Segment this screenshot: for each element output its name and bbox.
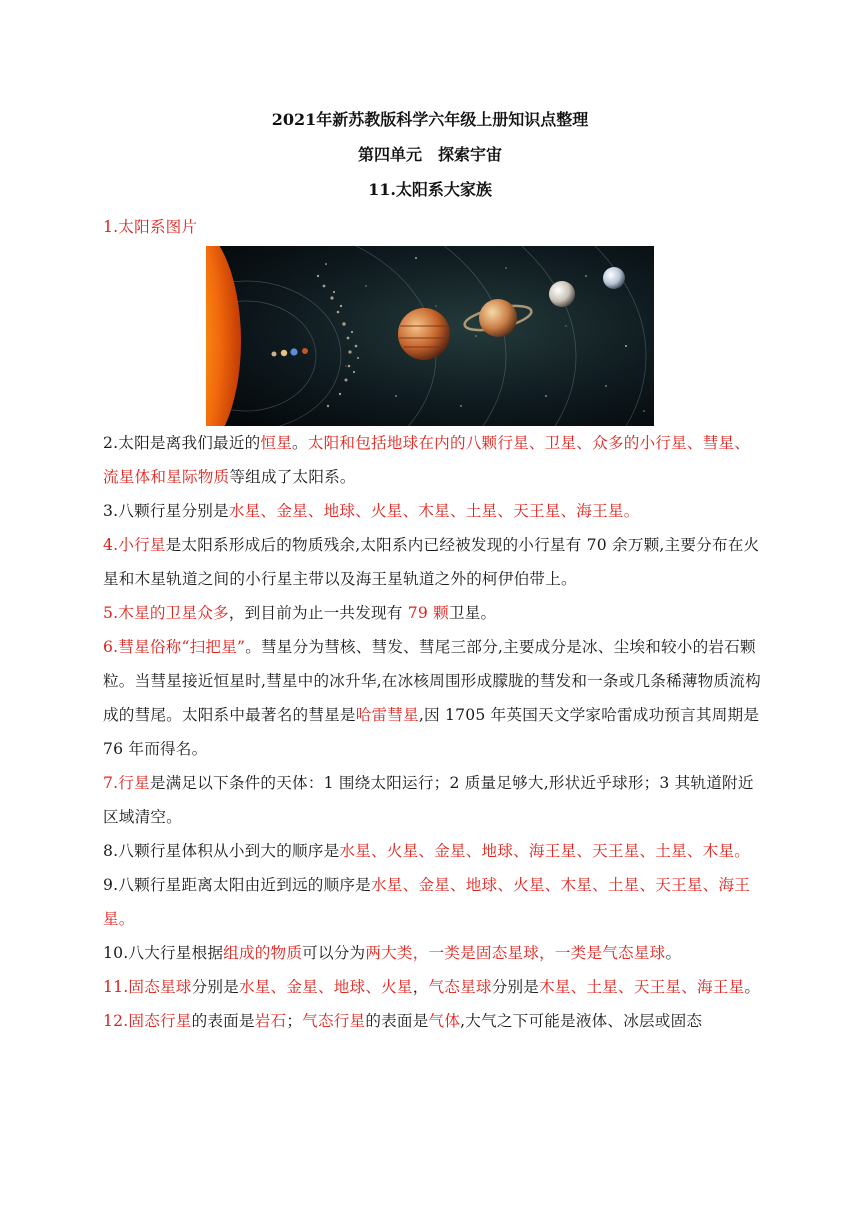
body-text: 的表面是 <box>191 1012 255 1030</box>
body-text: 是太阳系形成后的物质残余,太阳系内已经被发现的小行星有 70 余万颗,主要分布在火星和木星轨道之间的小行星主带以及海王星轨道之外的柯伊伯带上。 <box>103 536 760 588</box>
highlighted-text: 气体 <box>428 1012 461 1030</box>
body-text: 。 <box>744 978 761 996</box>
body-text: 9.八颗行星距离太阳由近到远的顺序是 <box>103 876 371 894</box>
highlighted-text: 两大类，一类是固态星球，一类是气态星球 <box>365 944 666 962</box>
highlighted-text: 4.小行星 <box>103 536 166 554</box>
point-12 <box>103 1004 763 1038</box>
solar-system-image <box>206 246 654 426</box>
body-text: 。 <box>292 434 308 452</box>
body-text: 2.太阳是离我们最近的 <box>103 434 261 452</box>
body-text: ,因 1705 年英国天文学家哈雷成功预言其周期是 76 年而得名。 <box>103 706 760 758</box>
highlighted-text: 气态行星 <box>302 1012 366 1030</box>
body-text: 10.八大行星根据 <box>103 944 224 962</box>
highlighted-text: 恒星 <box>260 434 293 452</box>
point-1 <box>103 210 763 244</box>
highlighted-text: 79 颗 <box>407 604 449 622</box>
highlighted-text: 11.固态星球 <box>103 978 192 996</box>
point-10 <box>103 936 763 970</box>
body-text: 是满足以下条件的天体：1 围绕太阳运行；2 质量足够大,形状近乎球形；3 其轨道附近区域清空。 <box>103 774 754 826</box>
point-7 <box>103 766 763 834</box>
point-3 <box>103 494 763 528</box>
highlighted-text: 水星、金星、地球、火星 <box>238 978 413 996</box>
body-text: 。 <box>665 944 682 962</box>
body-text: 。彗星分为彗核、彗发、彗尾三部分,主要成分是冰、尘埃和较小的岩石颗粒。当彗星接近恒星时,彗星中的冰升华,在冰核周围形成朦胧的彗发和一条或几条稀薄物质流构成的彗尾。太阳系中最著名的彗星是 <box>103 638 761 724</box>
highlighted-text: 气态星球 <box>428 978 492 996</box>
body-text: ，到目前为止一共发现有 <box>228 604 408 622</box>
body-text: 卫星。 <box>448 604 497 622</box>
highlighted-text: 组成的物质 <box>223 944 303 962</box>
body-text: 分别是 <box>491 978 540 996</box>
highlighted-text: 5.木星的卫星众多 <box>103 604 229 622</box>
highlighted-text: 水星、金星、地球、火星、木星、土星、天王星、海王星。 <box>228 502 640 520</box>
highlighted-text: 1.太阳系图片 <box>103 218 198 236</box>
point-9 <box>103 868 763 936</box>
body-text: ,大气之下可能是液体、冰层或固态 <box>460 1012 703 1030</box>
highlighted-text: 12.固态行星 <box>103 1012 192 1030</box>
body-text: 的表面是 <box>365 1012 429 1030</box>
body-text: 3.八颗行星分别是 <box>103 502 229 520</box>
knowledge-points <box>103 210 763 1038</box>
highlighted-text: 太阳和包括地球在内的八颗行星、卫星、众多的小行星、彗星、流星体和星际物质 <box>103 434 751 486</box>
body-text: 分别是 <box>191 978 239 996</box>
body-text: 8.八颗行星体积从小到大的顺序是 <box>103 842 340 860</box>
unit-heading: 第四单元 探索宇宙 <box>357 145 502 164</box>
body-text: 可以分为 <box>302 944 366 962</box>
body-text: ； <box>286 1012 303 1030</box>
point-11 <box>103 970 763 1004</box>
body-text: ， <box>412 978 429 996</box>
highlighted-text: 木星、土星、天王星、海王星 <box>539 978 745 996</box>
point-6 <box>103 630 763 766</box>
point-2 <box>103 426 763 494</box>
point-4 <box>103 528 763 596</box>
highlighted-text: 7.行星 <box>103 774 150 792</box>
lesson-heading: 11.太阳系大家族 <box>368 180 492 199</box>
highlighted-text: 6.彗星俗称“扫把星” <box>103 638 246 656</box>
highlighted-text: 岩石 <box>254 1012 287 1030</box>
highlighted-text: 哈雷彗星 <box>355 706 419 724</box>
point-8 <box>103 834 763 868</box>
highlighted-text: 水星、火星、金星、地球、海王星、天王星、土星、木星。 <box>339 842 751 860</box>
point-5 <box>103 596 763 630</box>
highlighted-text: 水星、金星、地球、火星、木星、土星、天王星、海王星。 <box>103 876 751 928</box>
document-title: 2021年新苏教版科学六年级上册知识点整理 <box>271 110 589 129</box>
body-text: 等组成了太阳系。 <box>229 468 356 486</box>
